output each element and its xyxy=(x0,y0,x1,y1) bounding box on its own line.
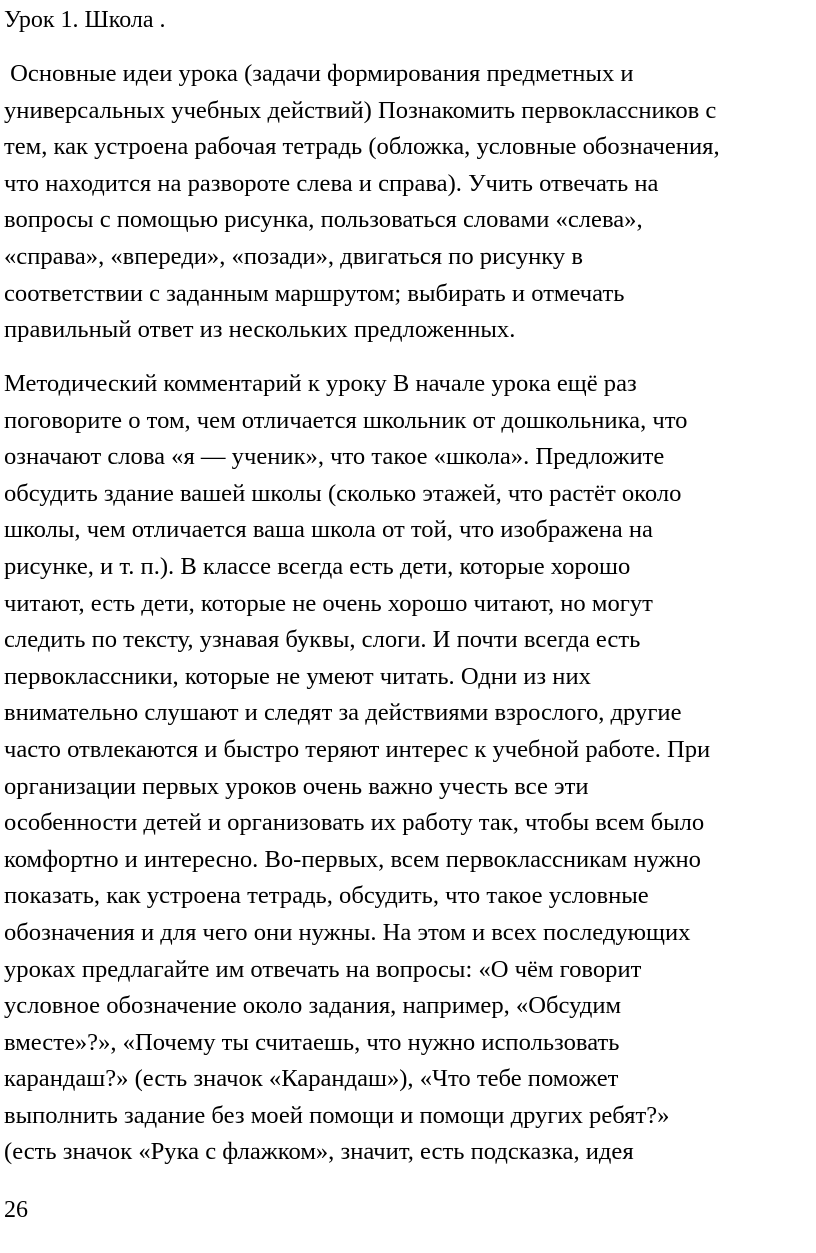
text-line: Основные идеи урока (задачи формирования предметных и xyxy=(4,60,634,87)
text-line: показать, как устроена тетрадь, обсудить, что такое условные xyxy=(4,882,649,910)
text-line: Методический комментарий к уроку В начале урока ещё раз xyxy=(4,370,637,397)
text-line: тем, как устроена рабочая тетрадь (обложка, условные обозначения, xyxy=(4,133,720,161)
text-line: комфортно и интересно. Во-первых, всем первоклассникам нужно xyxy=(4,845,701,873)
text-line: рисунке, и т. п.). В классе всегда есть дети, которые хорошо xyxy=(4,552,631,580)
text-line: соответствии с заданным маршрутом; выбирать и отмечать xyxy=(4,279,625,307)
text-line: обозначения и для чего они нужны. На этом и всех последующих xyxy=(4,918,691,946)
text-line: особенности детей и организовать их работу так, чтобы всем было xyxy=(4,809,705,837)
text-line: выполнить задание без моей помощи и помощи других ребят?» xyxy=(4,1101,670,1129)
text-line: «справа», «впереди», «позади», двигаться по рисунку в xyxy=(4,242,583,270)
text-line: условное обозначение около задания, например, «Обсудим xyxy=(4,992,622,1020)
text-line: следить по тексту, узнавая буквы, слоги. И почти всегда есть xyxy=(4,626,641,654)
text-line: организации первых уроков очень важно учесть все эти xyxy=(4,772,589,800)
text-line: первоклассники, которые не умеют читать. Одни из них xyxy=(4,662,591,690)
text-line: карандаш?» (есть значок «Карандаш»), «Что тебе поможет xyxy=(4,1065,619,1093)
text-line: вопросы с помощью рисунка, пользоваться словами «слева», xyxy=(4,206,643,234)
text-line: (есть значок «Рука с флажком», значит, есть подсказка, идея xyxy=(4,1138,634,1166)
text-line: обсудить здание вашей школы (сколько этажей, что растёт около xyxy=(4,479,682,507)
text-line: внимательно слушают и следят за действиями взрослого, другие xyxy=(4,699,682,727)
text-line: часто отвлекаются и быстро теряют интерес к учебной работе. При xyxy=(4,735,711,763)
text-line: поговорите о том, чем отличается школьник от дошкольника, что xyxy=(4,406,688,434)
text-line: универсальных учебных действий) Познакомить первоклассников с xyxy=(4,96,717,124)
page-number: 26 xyxy=(4,1197,28,1223)
text-line: школы, чем отличается ваша школа от той, что изображена на xyxy=(4,516,653,544)
text-line: вместе»?», «Почему ты считаешь, что нужно использовать xyxy=(4,1028,620,1056)
text-line: что находится на развороте слева и справа). Учить отвечать на xyxy=(4,169,659,197)
methodical-comment-paragraph xyxy=(4,366,816,1171)
text-line: уроках предлагайте им отвечать на вопросы: «О чём говорит xyxy=(4,955,642,983)
text-line: означают слова «я — ученик», что такое «школа». Предложите xyxy=(4,443,665,471)
text-line: читают, есть дети, которые не очень хорошо читают, но могут xyxy=(4,589,653,617)
lesson-goals-paragraph xyxy=(4,56,816,349)
text-line: правильный ответ из нескольких предложенных. xyxy=(4,316,516,344)
lesson-title: Урок 1. Школа . xyxy=(4,7,166,33)
